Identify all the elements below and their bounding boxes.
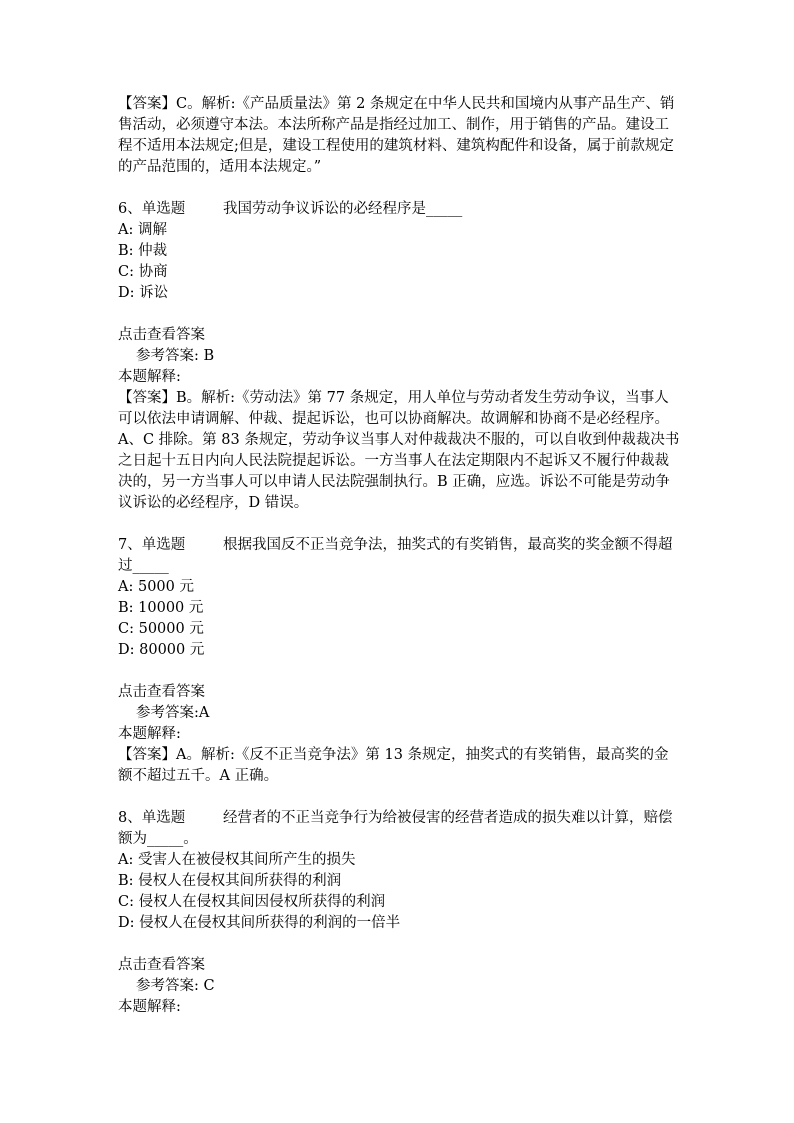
question-8-view-answer-link[interactable]: 点击查看答案 bbox=[118, 957, 205, 973]
question-8-reference-answer: 参考答案: C bbox=[136, 978, 215, 994]
question-7-option-d: D: 80000 元 bbox=[118, 642, 205, 658]
spacer bbox=[118, 178, 683, 199]
question-6-option-b: B: 仲裁 bbox=[118, 243, 168, 259]
question-7-analysis: 【答案】A。解析:《反不正当竞争法》第 13 条规定，抽奖式的有奖销售，最高奖的金额不超过五千。A 正确。 bbox=[118, 747, 669, 784]
question-7-option-c: C: 50000 元 bbox=[118, 621, 204, 637]
question-7-stem: 根据我国反不正当竞争法，抽奖式的有奖销售，最高奖的奖金额不得超过_____ bbox=[118, 537, 673, 574]
document-page bbox=[118, 94, 683, 1018]
question-8-stem-line bbox=[118, 808, 683, 850]
spacer bbox=[118, 661, 683, 682]
question-6-view-answer-link[interactable]: 点击查看答案 bbox=[118, 327, 205, 343]
question-6-reference-answer: 参考答案: B bbox=[136, 348, 215, 364]
question-8-option-a: A: 受害人在被侵权其间所产生的损失 bbox=[118, 852, 356, 868]
question-8-stem: 经营者的不正当竞争行为给被侵害的经营者造成的损失难以计算，赔偿额为_____。 bbox=[118, 810, 673, 847]
question-6-option-a: A: 调解 bbox=[118, 222, 167, 238]
question-8-explain-label: 本题解释: bbox=[118, 999, 181, 1015]
question-8-option-c: C: 侵权人在侵权其间因侵权所获得的利润 bbox=[118, 894, 386, 910]
question-8 bbox=[118, 808, 683, 1018]
question-8-option-d: D: 侵权人在侵权其间所获得的利润的一倍半 bbox=[118, 915, 401, 931]
spacer bbox=[118, 514, 683, 535]
question-6 bbox=[118, 199, 683, 514]
question-7-option-b: B: 10000 元 bbox=[118, 600, 204, 616]
question-8-number: 8、单选题 bbox=[118, 810, 186, 826]
question-7-explain-label: 本题解释: bbox=[118, 726, 181, 742]
question-7-reference-answer: 参考答案:A bbox=[136, 705, 210, 721]
question-6-explain-label: 本题解释: bbox=[118, 369, 181, 385]
question-7-option-a: A: 5000 元 bbox=[118, 579, 194, 595]
q5-analysis: 【答案】C。解析:《产品质量法》第 2 条规定在中华人民共和国境内从事产品生产、销售活动，必须遵守本法。本法所称产品是指经过加工、制作，用于销售的产品。建设工程不适用本法规定;但是，建设工程使用的建筑材料、建筑构配件和设备，属于前款规定的产品范围的，适用本法规定。” bbox=[118, 96, 675, 175]
question-6-stem-line bbox=[118, 199, 683, 220]
spacer bbox=[118, 304, 683, 325]
question-6-option-c: C: 协商 bbox=[118, 264, 168, 280]
question-7 bbox=[118, 535, 683, 787]
question-6-analysis: 【答案】B。解析:《劳动法》第 77 条规定，用人单位与劳动者发生劳动争议，当事人可以依法申请调解、仲裁、提起诉讼，也可以协商解决。故调解和协商不是必经程序。A、C 排除。第 83 条规定，劳动争议当事人对仲裁裁决不服的，可以自收到仲裁裁决书之日起十五日内向人民法院提起诉讼。一方当事人在法定期限内不起诉又不履行仲裁裁决的，另一方当事人可以申请人民法院强制执行。B 正确，应选。诉讼不可能是劳动争议诉讼的必经程序，D 错误。 bbox=[118, 390, 680, 511]
question-6-option-d: D: 诉讼 bbox=[118, 285, 169, 301]
question-6-stem: 我国劳动争议诉讼的必经程序是_____ bbox=[223, 201, 463, 217]
question-8-option-b: B: 侵权人在侵权其间所获得的利润 bbox=[118, 873, 342, 889]
question-7-stem-line bbox=[118, 535, 683, 577]
spacer bbox=[118, 934, 683, 955]
question-7-view-answer-link[interactable]: 点击查看答案 bbox=[118, 684, 205, 700]
question-7-number: 7、单选题 bbox=[118, 537, 186, 553]
spacer bbox=[118, 787, 683, 808]
question-6-number: 6、单选题 bbox=[118, 201, 186, 217]
